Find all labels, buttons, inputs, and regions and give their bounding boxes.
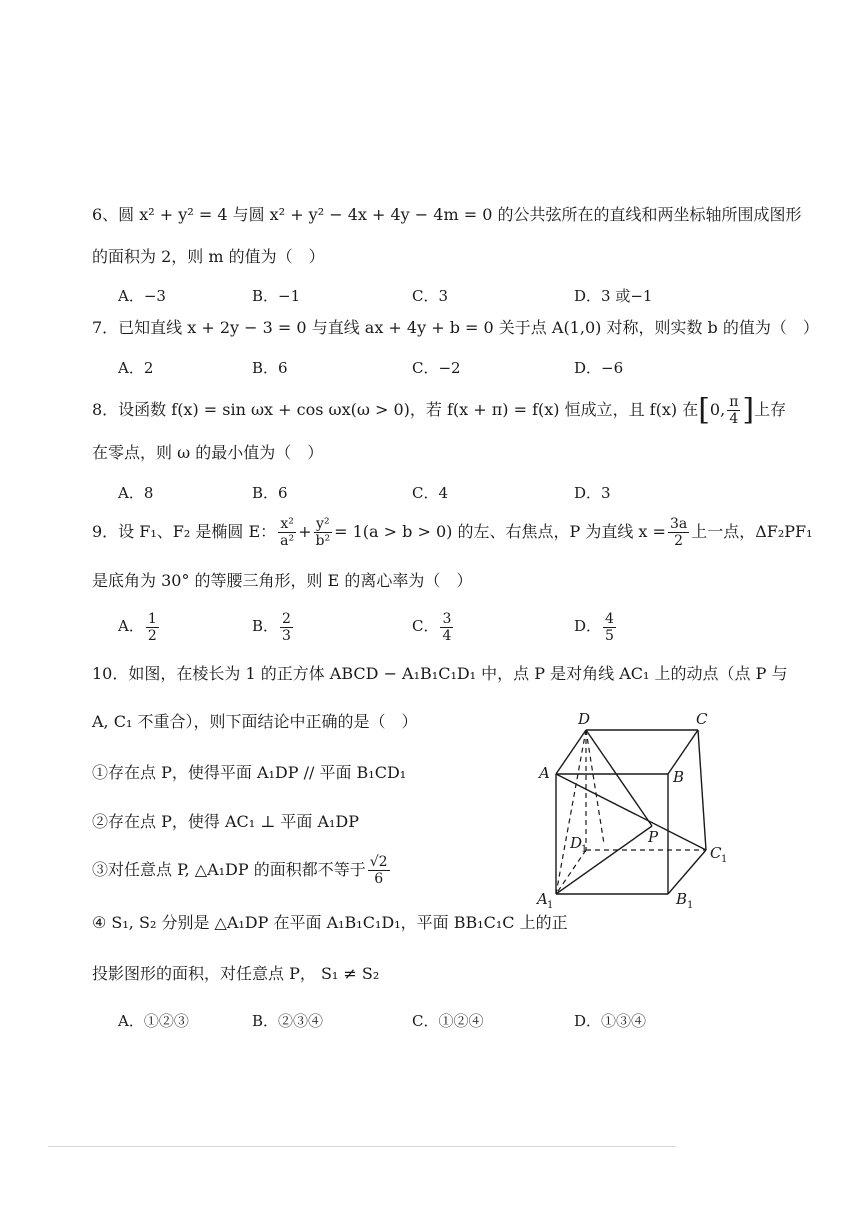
q9-frac-y-den: b²	[315, 533, 331, 549]
q7-option-d: D．−6	[574, 359, 624, 377]
q10-statement-3-den: 6	[374, 871, 384, 887]
q9-option-c	[412, 606, 455, 646]
q6-option-d: D．3 或−1	[574, 287, 653, 305]
q6-stem-line2: 的面积为 2，则 m 的值为（ ）	[92, 247, 325, 266]
q9-option-c-den: 4	[442, 627, 452, 644]
q7-option-c: C．−2	[412, 359, 461, 377]
q9-frac-x-den: a²	[280, 533, 295, 549]
q9-frac-y	[314, 516, 333, 549]
label-A: A	[539, 764, 550, 782]
q10-stem-line1: 10．如图，在棱长为 1 的正方体 ABCD − A₁B₁C₁D₁ 中，点 P 是对角线 AC₁ 上的动点（点 P 与	[92, 664, 788, 683]
q8-interval-left: 0,	[709, 400, 726, 419]
q9-option-d	[574, 606, 618, 646]
label-B1-sub: 1	[687, 900, 694, 911]
q6-option-b: B．−1	[252, 287, 301, 305]
q9-stem-prefix: 9．设 F₁、F₂ 是椭圆 E：	[92, 522, 277, 541]
edge-C1B1	[668, 850, 706, 894]
q10-statement-3-frac	[368, 854, 390, 887]
q9-stem-line2: 是底角为 30° 的等腰三角形，则 E 的离心率为（ ）	[92, 571, 473, 590]
q8-stem-suffix: 上存	[754, 400, 787, 419]
q9-frac-x-num: x²	[278, 516, 296, 533]
q9-plus: +	[298, 522, 312, 541]
q10-statement-4-line1: ④ S₁, S₂ 分别是 △A₁DP 在平面 A₁B₁C₁D₁，平面 BB₁C₁C 上的正	[92, 913, 568, 932]
q10-statement-3	[92, 850, 392, 890]
q9-option-a-frac	[146, 611, 159, 644]
segment-DP	[586, 730, 652, 826]
q8-interval-close: ]	[742, 392, 755, 428]
q9-option-a-num: 1	[147, 610, 157, 627]
q9-option-d-num: 4	[605, 610, 614, 627]
q8-interval-fraction	[727, 394, 740, 427]
q9-frac-3a-den: 2	[674, 533, 684, 549]
label-A1-sub: 1	[547, 900, 554, 911]
q9-option-d-label: D．	[574, 617, 602, 635]
segment-DA1	[556, 730, 586, 894]
q9-option-d-frac	[603, 611, 616, 644]
label-A1: A	[537, 890, 548, 908]
edge-CC1	[698, 730, 706, 850]
q8-stem-prefix: 8．设函数 f(x) = sin ωx + cos ωx(ω > 0)，若 f(x + π) = f(x) 恒成立，且 f(x) 在	[92, 400, 699, 419]
q10-options	[118, 1010, 758, 1034]
label-D1-sub: 1	[581, 844, 588, 855]
q9-option-c-frac	[440, 611, 453, 644]
q9-stem-middle: = 1(a > b > 0) 的左、右焦点，P 为直线 x =	[334, 522, 666, 541]
q9-option-b	[252, 606, 295, 646]
q8-options	[118, 482, 758, 506]
q9-stem-line1	[92, 512, 813, 552]
q10-statement-1: ①存在点 P，使得平面 A₁DP // 平面 B₁CD₁	[92, 763, 407, 782]
label-B: B	[673, 768, 685, 786]
q9-frac-y-num: y²	[314, 516, 333, 533]
q9-option-b-label: B．	[252, 617, 279, 635]
q9-frac-x	[278, 516, 296, 549]
q10-option-a: A．①②③	[118, 1012, 189, 1030]
cube-solid-edges	[556, 730, 706, 894]
label-D1: D	[570, 834, 583, 852]
q6-options	[118, 285, 758, 309]
q10-statement-3-text: ③对任意点 P, △A₁DP 的面积都不等于	[92, 860, 366, 879]
q7-options	[118, 357, 758, 381]
q9-option-d-den: 5	[605, 627, 614, 644]
q6-stem-line1: 6、圆 x² + y² = 4 与圆 x² + y² − 4x + 4y − 4m = 0 的公共弦所在的直线和两坐标轴所围成图形	[92, 205, 802, 224]
q8-interval-den: 4	[729, 411, 739, 427]
q7-option-a: A．2	[118, 359, 154, 377]
q10-stem-line2: A, C₁ 不重合），则下面结论中正确的是（ ）	[92, 712, 418, 731]
q8-option-c: C．4	[412, 484, 449, 502]
label-P: P	[648, 828, 659, 846]
q9-options	[118, 606, 758, 646]
q6-option-c: C．3	[412, 287, 449, 305]
q9-option-c-label: C．	[412, 617, 439, 635]
q8-interval-num: π	[729, 394, 739, 410]
q8-stem-line2: 在零点，则 ω 的最小值为（ ）	[92, 443, 324, 462]
segment-D-inner	[586, 730, 604, 844]
q9-stem-suffix: 上一点，ΔF₂PF₁	[691, 522, 813, 541]
q9-frac-3a	[668, 516, 689, 549]
q10-option-c: C．①②④	[412, 1012, 484, 1030]
q9-option-a-label: A．	[118, 617, 144, 635]
q10-statement-4-line2: 投影图形的面积，对任意点 P， S₁ ≠ S₂	[92, 964, 380, 983]
label-C1-sub: 1	[721, 854, 728, 865]
q10-option-d: D．①③④	[574, 1012, 647, 1030]
q8-option-d: D．3	[574, 484, 611, 502]
q10-option-b: B．②③④	[252, 1012, 324, 1030]
q7-stem: 7．已知直线 x + 2y − 3 = 0 与直线 ax + 4y + b = 0 关于点 A(1,0) 对称，则实数 b 的值为（ ）	[92, 318, 819, 337]
cube-figure	[528, 708, 738, 912]
q9-option-a	[118, 606, 161, 646]
q8-stem-line1	[92, 393, 786, 427]
q9-option-c-num: 3	[442, 610, 452, 627]
q8-option-a: A．8	[118, 484, 154, 502]
q7-option-b: B．6	[252, 359, 288, 377]
label-C1: C	[710, 844, 722, 862]
q9-option-a-den: 2	[147, 627, 157, 644]
q9-option-b-den: 3	[282, 627, 291, 644]
label-D: D	[578, 710, 591, 728]
q8-interval-open: [	[698, 392, 710, 428]
q9-option-b-num: 2	[282, 610, 291, 627]
q8-option-b: B．6	[252, 484, 288, 502]
label-B1: B	[676, 890, 688, 908]
q6-option-a: A．−3	[118, 287, 166, 305]
q10-statement-2: ②存在点 P，使得 AC₁ ⊥ 平面 A₁DP	[92, 812, 360, 831]
q10-statement-3-num: √2	[369, 854, 388, 870]
q9-option-b-frac	[280, 611, 293, 644]
footer-divider	[48, 1146, 676, 1147]
q9-frac-3a-num: 3a	[669, 516, 688, 532]
label-C: C	[696, 710, 708, 728]
